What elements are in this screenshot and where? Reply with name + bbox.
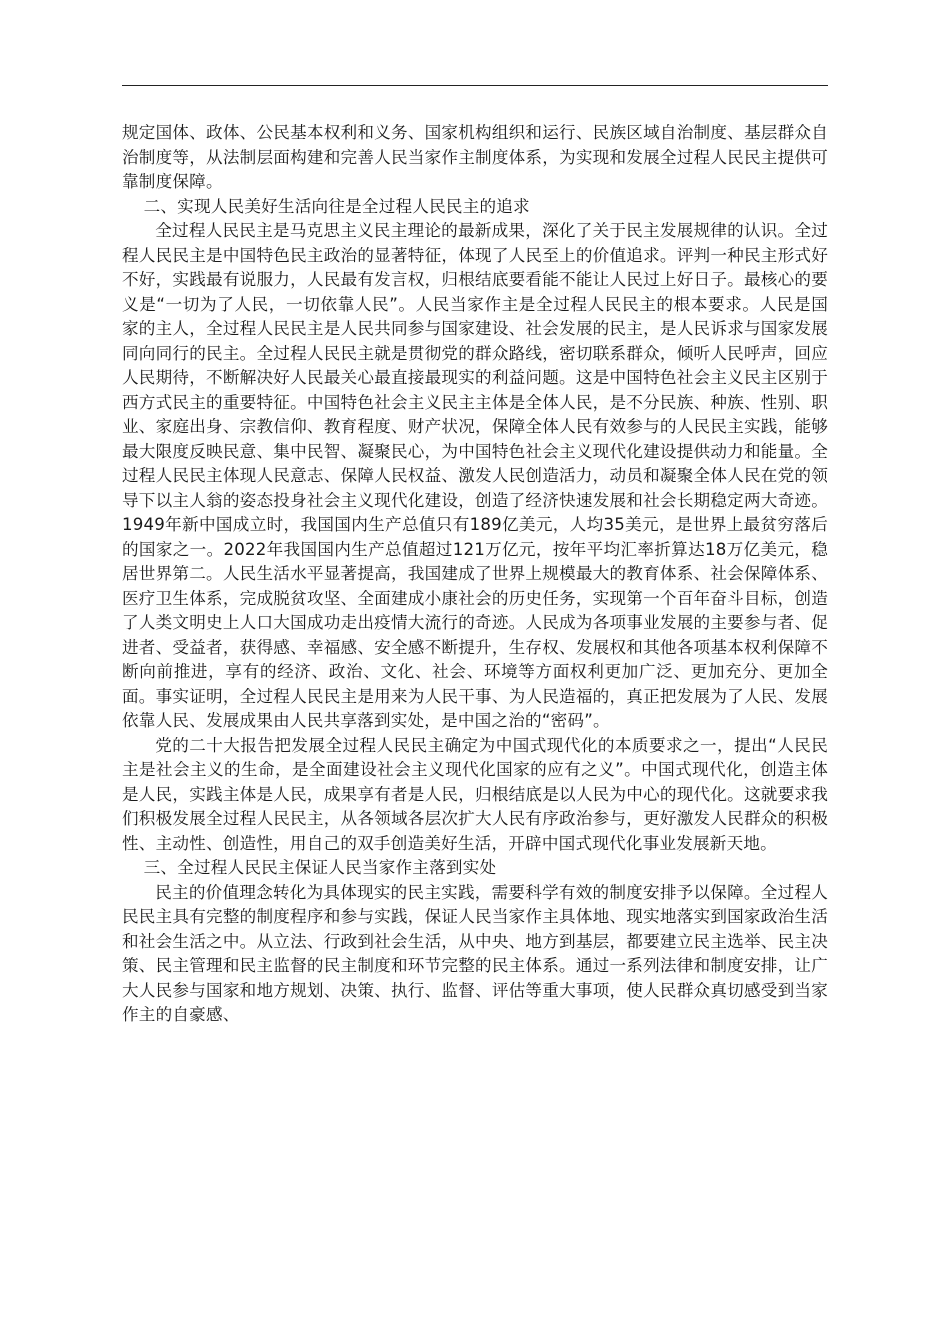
document-body xyxy=(122,121,828,1028)
section-heading-2: 二、实现人民美好生活向往是全过程人民民主的追求 xyxy=(143,196,530,216)
section-heading-3: 三、全过程人民民主保证人民当家作主落到实处 xyxy=(143,858,497,877)
paragraph-continued: 规定国体、政体、公民基本权利和义务、国家机构组织和运行、民族区域自治制度、基层群众自治制度等，从法制层面构建和完善人民当家作主制度体系，为实现和发展全过程人民民主提供可靠制度保障。 xyxy=(122,123,828,191)
paragraph: 党的二十大报告把发展全过程人民民主确定为中国式现代化的本质要求之一，提出“人民民主是社会主义的生命，是全面建设社会主义现代化国家的应有之义”。中国式现代化，创造主体是人民，实践主体是人民，成果享有者是人民，归根结底是以人民为中心的现代化。这就要求我们积极发展全过程人民民主，从各领域各层次扩大人民有序政治参与，更好激发人民群众的积极性、主动性、创造性，用自己的双手创造美好生活，开辟中国式现代化事业发展新天地。 xyxy=(122,735,828,853)
paragraph: 全过程人民民主是马克思主义民主理论的最新成果，深化了关于民主发展规律的认识。全过程人民民主是中国特色民主政治的显著特征，体现了人民至上的价值追求。评判一种民主形式好不好，实践最有说服力，人民最有发言权，归根结底要看能不能让人民过上好日子。最核心的要义是“一切为了人民，一切依靠人民”。人民当家作主是全过程人民民主的根本要求。人民是国家的主人，全过程人民民主是人民共同参与国家建设、社会发展的民主，是人民诉求与国家发展同向同行的民主。全过程人民民主就是贯彻党的群众路线，密切联系群众，倾听人民呼声，回应人民期待，不断解决好人民最关心最直接最现实的利益问题。这是中国特色社会主义民主区别于西方式民主的重要特征。中国特色社会主义民主主体是全体人民，是不分民族、种族、性别、职业、家庭出身、宗教信仰、教育程度、财产状况，保障全体人民有效参与的人民民主实践，能够最大限度反映民意、集中民智、凝聚民心，为中国特色社会主义现代化建设提供动力和能量。全过程人民民主体现人民意志、保障人民权益、激发人民创造活力，动员和凝聚全体人民在党的领导下以主人翁的姿态投身社会主义现代化建设，创造了经济快速发展和社会长期稳定两大奇迹。1949年新中国成立时，我国国内生产总值只有189亿美元，人均35美元，是世界上最贫穷落后的国家之一。2022年我国国内生产总值超过121万亿元，按年平均汇率折算达18万亿美元，稳居世界第二。人民生活水平显著提高，我国建成了世界上规模最大的教育体系、社会保障体系、医疗卫生体系，完成脱贫攻坚、全面建成小康社会的历史任务，实现第一个百年奋斗目标，创造了人类文明史上人口大国成功走出疫情大流行的奇迹。人民成为各项事业发展的主要参与者、促进者、受益者，获得感、幸福感、安全感不断提升，生存权、发展权和其他各项基本权利保障不断向前推进，享有的经济、政治、文化、社会、环境等方面权利更加广泛、更加充分、更加全面。事实证明，全过程人民民主是用来为人民干事、为人民造福的，真正把发展为了人民、发展依靠人民、发展成果由人民共享落到实处，是中国之治的“密码”。 xyxy=(122,221,828,730)
paragraph: 民主的价值理念转化为具体现实的民主实践，需要科学有效的制度安排予以保障。全过程人民民主具有完整的制度程序和参与实践，保证人民当家作主具体地、现实地落实到国家政治生活和社会生活之中。从立法、行政到社会生活，从中央、地方到基层，都要建立民主选举、民主决策、民主管理和民主监督的民主制度和环节完整的民主体系。通过一系列法律和制度安排，让广大人民参与国家和地方规划、决策、执行、监督、评估等重大事项，使人民群众真切感受到当家作主的自豪感、 xyxy=(122,882,828,1024)
header-rule xyxy=(122,85,828,86)
